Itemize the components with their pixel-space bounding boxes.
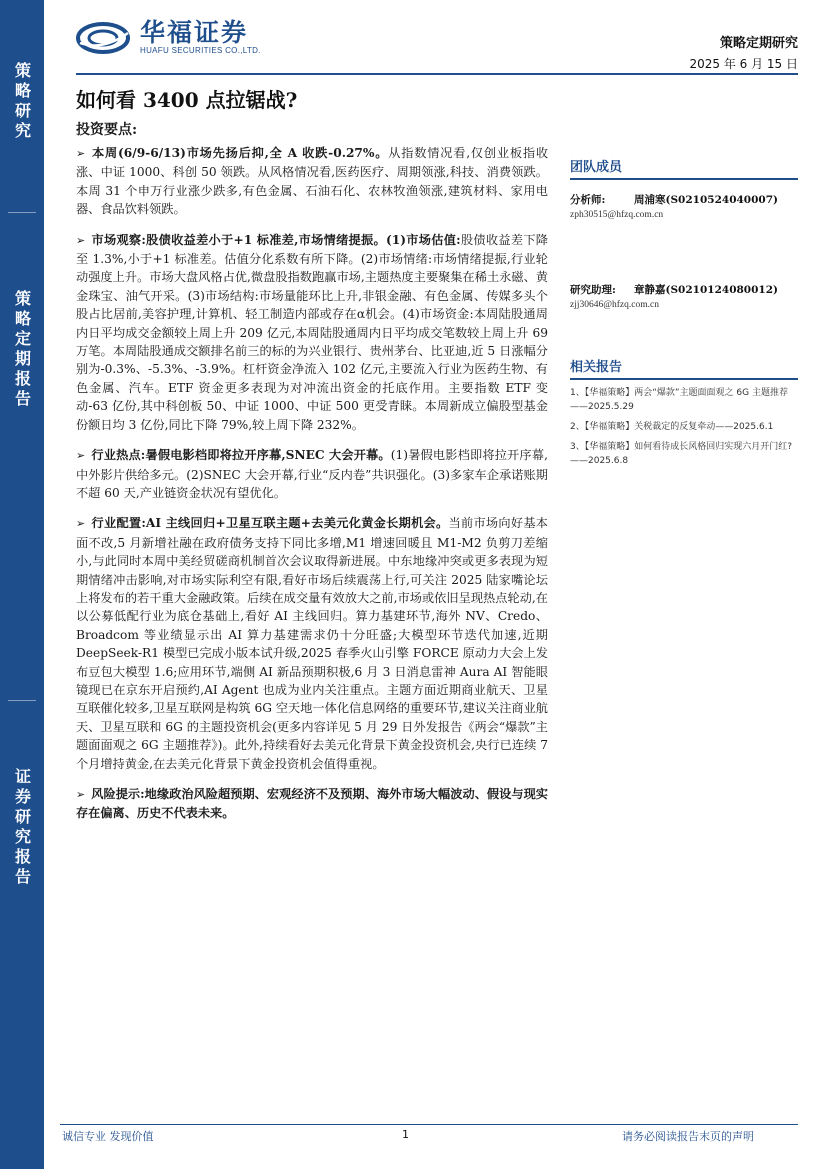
sidebar-bottom-text: 证券研究报告 (12, 768, 32, 888)
sidebar-top-text: 策略研究 (12, 62, 32, 142)
page-number: 1 (402, 1128, 409, 1141)
sidebar-middle-text: 策略定期报告 (12, 290, 32, 410)
left-sidebar (0, 0, 44, 1169)
member-role: 分析师: (570, 194, 606, 206)
footer-disclaimer: 请务必阅读报告末页的声明 (622, 1130, 754, 1143)
logo-text-cn: 华福证券 (140, 18, 249, 47)
key-point-paragraph (76, 144, 548, 219)
member-role: 研究助理: (570, 284, 616, 296)
member-name: 章静嘉(S0210124080012) (634, 284, 778, 296)
company-logo (76, 20, 261, 55)
sidebar-label-top (0, 62, 44, 142)
key-point-paragraph (76, 446, 548, 502)
key-point-paragraph (76, 514, 548, 773)
paragraph-lead: 风险提示:地缘政治风险超预期、宏观经济不及预期、海外市场大幅波动、假设与现实存在偏离、历史不代表未来。 (76, 787, 548, 821)
member-email[interactable]: zjj30646@hfzq.com.cn (570, 300, 659, 310)
report-title: 如何看 3400 点拉锯战? (76, 88, 298, 112)
report-category: 策略定期研究 (719, 36, 798, 51)
sidebar-label-bottom (0, 768, 44, 888)
team-member (570, 192, 798, 220)
report-date: 2025 年 6 月 15 日 (689, 57, 798, 71)
arrow-bullet-icon: ➢ (76, 147, 86, 160)
header-divider (76, 73, 798, 75)
paragraph-text: 股债收益差下降至 1.3%,小于+1 标准差。估值分化系数有所下降。(2)市场情绪:市场情绪提振,行业轮动强度上升。市场大盘风格占优,微盘股指数跑赢市场,主题热度主要聚集在稀土永磁、黄金珠宝、油气开采。(3)市场结构:市场量能环比上升,非银金融、有色金属、传媒多头个股占比居前,美容护理,计算机、轻工制造内部或存在α机会。(4)市场资金:本周陆股通周内日平均成交金额较上周上升 209 亿元,本周陆股通周内日平均成交笔数较上周上升 69 万笔。本周陆股通成交额排名前三的标的为兴业银行、贵州茅台、比亚迪,近 5 日涨幅分别为-0.3%、-5.3%、-3.9%。杠杆资金净流入 102 亿元,主要流入行业为医药生物、有色金属、汽车。ETF 资金更多表现为对冲流出资金的托底作用。主要指数 ETF 变动-63 亿份,其中科创板 50、中证 1000、中证 500 更受青睐。本周新成立偏股型基金份额日均 3 亿份,同比下降 79%,较上周下降 232%。 (76, 232, 548, 432)
arrow-bullet-icon: ➢ (76, 517, 86, 531)
report-header-info (689, 32, 798, 72)
paragraph-lead: 本周(6/9-6/13)市场先扬后抑,全 A 收跌-0.27%。 (91, 146, 389, 160)
related-reports (570, 356, 798, 468)
arrow-bullet-icon: ➢ (76, 788, 86, 801)
paragraph-lead: 行业配置:AI 主线回归+卫星互联主题+去美元化黄金长期机会。 (91, 516, 449, 531)
paragraph-text: 当前市场向好基本面不改,5 月新增社融在政府债务支持下同比多增,M1 增速回暖且 M1-M2 负剪刀差缩小,与此同时本周中美经贸磋商机制首次会议取得新进展。中东地缘冲突或更多表现为短期情绪冲击影响,对市场实际利空有限,看好市场后续震荡上行,可关注 2025 陆家嘴论坛上将发布的若干重大金融政策。后续在成交量有效放大之前,市场或依旧呈现热点轮动,在以公募低配行业为底仓基础上,看好 AI 主线回归。算力基建环节,海外 NV、Credo、Broadcom 等业绩显示出 AI 算力基建需求仍十分旺盛;大模型环节迭代加速,近期 DeepSeek-R1 模型已完成小版本试升级,2025 春季火山引擎 FORCE 原动力大会上发布豆包大模型 1.6;应用环节,端侧 AI 新品预期积极,6 月 3 日消息雷神 Aura AI 智能眼镜现已在京东开启预约,AI Agent 也成为业内关注重点。主题方面近期商业航天、卫星互联催化较多,卫星互联网是构筑 6G 空天地一体化信息网络的重要环节,建议关注商业航天、卫星互联和 6G 的主题投资机会(更多内容详见 5 月 29 日外发报告《两会“爆款”主题面面观之 6G 主题推荐》)。此外,持续看好去美元化背景下黄金投资机会,央行已连续 7 个月增持黄金,在去美元化背景下黄金投资机会值得重视。 (76, 516, 548, 771)
sidebar-label-middle (0, 290, 44, 410)
paragraph-lead: 市场观察:股债收益差小于+1 标准差,市场情绪提振。(1)市场估值: (91, 232, 461, 247)
paragraph-text: (1)暑假电影档即将拉开序幕,中外影片供给多元。(2)SNEC 大会开幕,行业“反内卷”共识强化。(3)多家车企承诺账期不超 60 天,产业链资金状况有望优化。 (76, 448, 548, 500)
report-body (76, 144, 548, 835)
arrow-bullet-icon: ➢ (76, 449, 86, 463)
footer-divider (60, 1124, 798, 1125)
logo-text-en: HUAFU SECURITIES CO.,LTD. (140, 46, 261, 55)
huafu-logo-icon (76, 21, 134, 55)
related-report-link[interactable]: 1、【华福策略】两会“爆款”主题面面观之 6G 主题推荐——2025.5.29 (570, 388, 788, 412)
member-email[interactable]: zph30515@hfzq.com.cn (570, 210, 664, 220)
footer-slogan: 诚信专业 发现价值 (62, 1130, 154, 1143)
team-member (570, 282, 798, 310)
sidebar-divider (8, 212, 36, 213)
right-column (570, 156, 798, 468)
key-points-heading: 投资要点: (76, 122, 138, 138)
key-point-paragraph (76, 231, 548, 434)
key-point-paragraph (76, 785, 548, 823)
paragraph-text: 从指数情况看,仅创业板指收涨、中证 1000、科创 50 领跌。从风格情况看,医药医疗、周期领涨,科技、消费领跌。本周 31 个申万行业涨少跌多,有色金属、石油石化、农林牧渔领涨,建筑材料、家用电器、食品饮料领跌。 (76, 146, 549, 217)
sidebar-divider (8, 700, 36, 701)
member-name: 周浦寒(S0210524040007) (634, 194, 778, 206)
related-heading: 相关报告 (570, 356, 798, 380)
paragraph-lead: 行业热点:暑假电影档即将拉开序幕,SNEC 大会开幕。 (91, 448, 391, 463)
arrow-bullet-icon: ➢ (76, 233, 86, 247)
team-heading: 团队成员 (570, 156, 798, 180)
related-report-link[interactable]: 2、【华福策略】关税裁定的反复牵动——2025.6.1 (570, 422, 774, 432)
related-report-link[interactable]: 3、【华福策略】如何看待成长风格回归实现六月开门红?——2025.6.8 (570, 442, 793, 466)
